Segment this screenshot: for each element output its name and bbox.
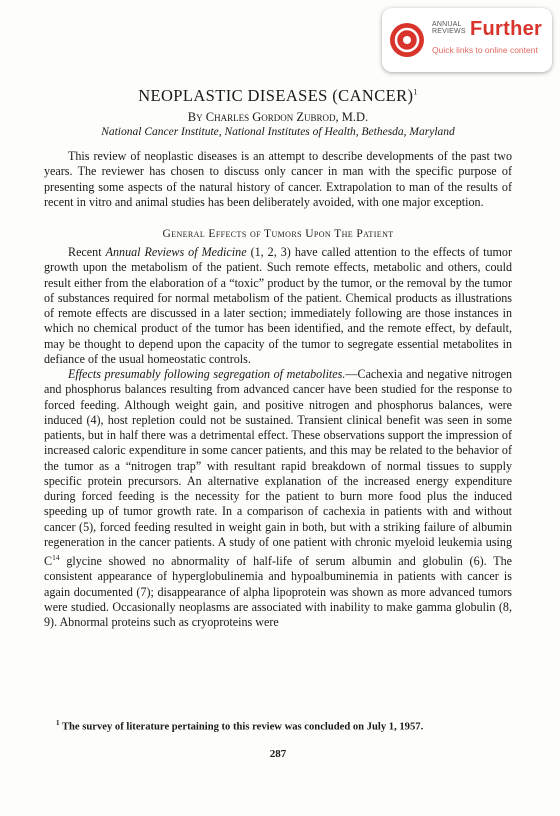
section-paragraph-2: Effects presumably following segregation of metabolites.—Cachexia and negative nitrogen and phosphorus balances resulting from advanced cancer have been studied for the response to forced feeding. Although weight gain, and positive nitrogen and phosphorus balances, were induced (4), host repletion could not be sustained. Transient clinical benefit was seen in some patients, but in half there was a detrimental effect. These observations support the impression of increased caloric expenditure in some cancer patients, and this may be related to the behavior of the tumor as a “nitrogen trap” with resultant rapid breakdown of normal tissues to supply specific protein precursors. An alternative explanation of the increased energy expenditure during forced feeding is the necessity for the patient to burn more food plus the induced speeding up of tumor growth rate. In a comparison of cachexia in patients with and without cancer (5), forced feeding resulted in weight gain in both, but with a striking failure of albumin regeneration in the cancer patients. A study of one patient with chronic myeloid leukemia using $C^{14}$ glycine showed no abnormality of half-life of serum albumin and globulin (6). The consistent appearance of hyperglobulinemia and hypoalbuminemia in patients with cancer is again documented (7); disappearance of alpha lipoprotein was shown as more advanced tumors were studied. Occasionally neoplasms are associated with inability to make gamma globulin (8, 9). Abnormal proteins such as cryoproteins were [44,367,513,630]
author-line: By Charles Gordon Zubrod, M.D. [187,110,369,124]
badge-subtitle: Quick links to online content [432,45,538,55]
title-footnote-mark: 1 [413,87,418,97]
further-badge[interactable] [382,8,552,72]
section-heading: General Effects of Tumors Upon The Patient [162,228,394,240]
section-paragraph-1: Recent Annual Reviews of Medicine (1, 2, 3) have called attention to the effects of tumor growth upon the metabolism of the patient. Such remote effects, metabolic and others, could result either from the elaboration of a “toxic” product by the tumor, or the removal by the tumor of substances required for normal metabolism of the patient. Chemical products as illustrations of remote effects are discussed in a later section; immediately following are those instances in which no chemical product of the tumor has been identified, and the remote effect, by default, may be thought to depend upon the capacity of the tumor to segregate essential metabolites in defiance of the usual homeostatic controls. [44,245,512,366]
annual-reviews-logo-icon [390,23,424,57]
badge-publisher: ANNUAL REVIEWS [432,21,466,35]
intro-paragraph: This review of neoplastic diseases is an attempt to describe developments of the past two years. The reviewer has chosen to discuss only cancer in man with the specific purpose of presenting some aspects of the natural history of cancer. Extrapolation to man of the results of recent in vitro and animal studies has been deliberately avoided, with one major exception. [44,149,512,209]
badge-further-label: Further [470,18,543,40]
author-affiliation: National Cancer Institute, National Institutes of Health, Bethesda, Maryland [101,126,455,138]
author-name: Charles Gordon Zubrod [205,110,336,124]
section-body [44,245,512,630]
page-number: 287 [269,748,287,760]
footnote: $^1$ The survey of literature pertaining to this review was concluded on July 1, 1957. [56,719,424,733]
article-title: NEOPLASTIC DISEASES (CANCER)$^1$ [138,86,418,105]
